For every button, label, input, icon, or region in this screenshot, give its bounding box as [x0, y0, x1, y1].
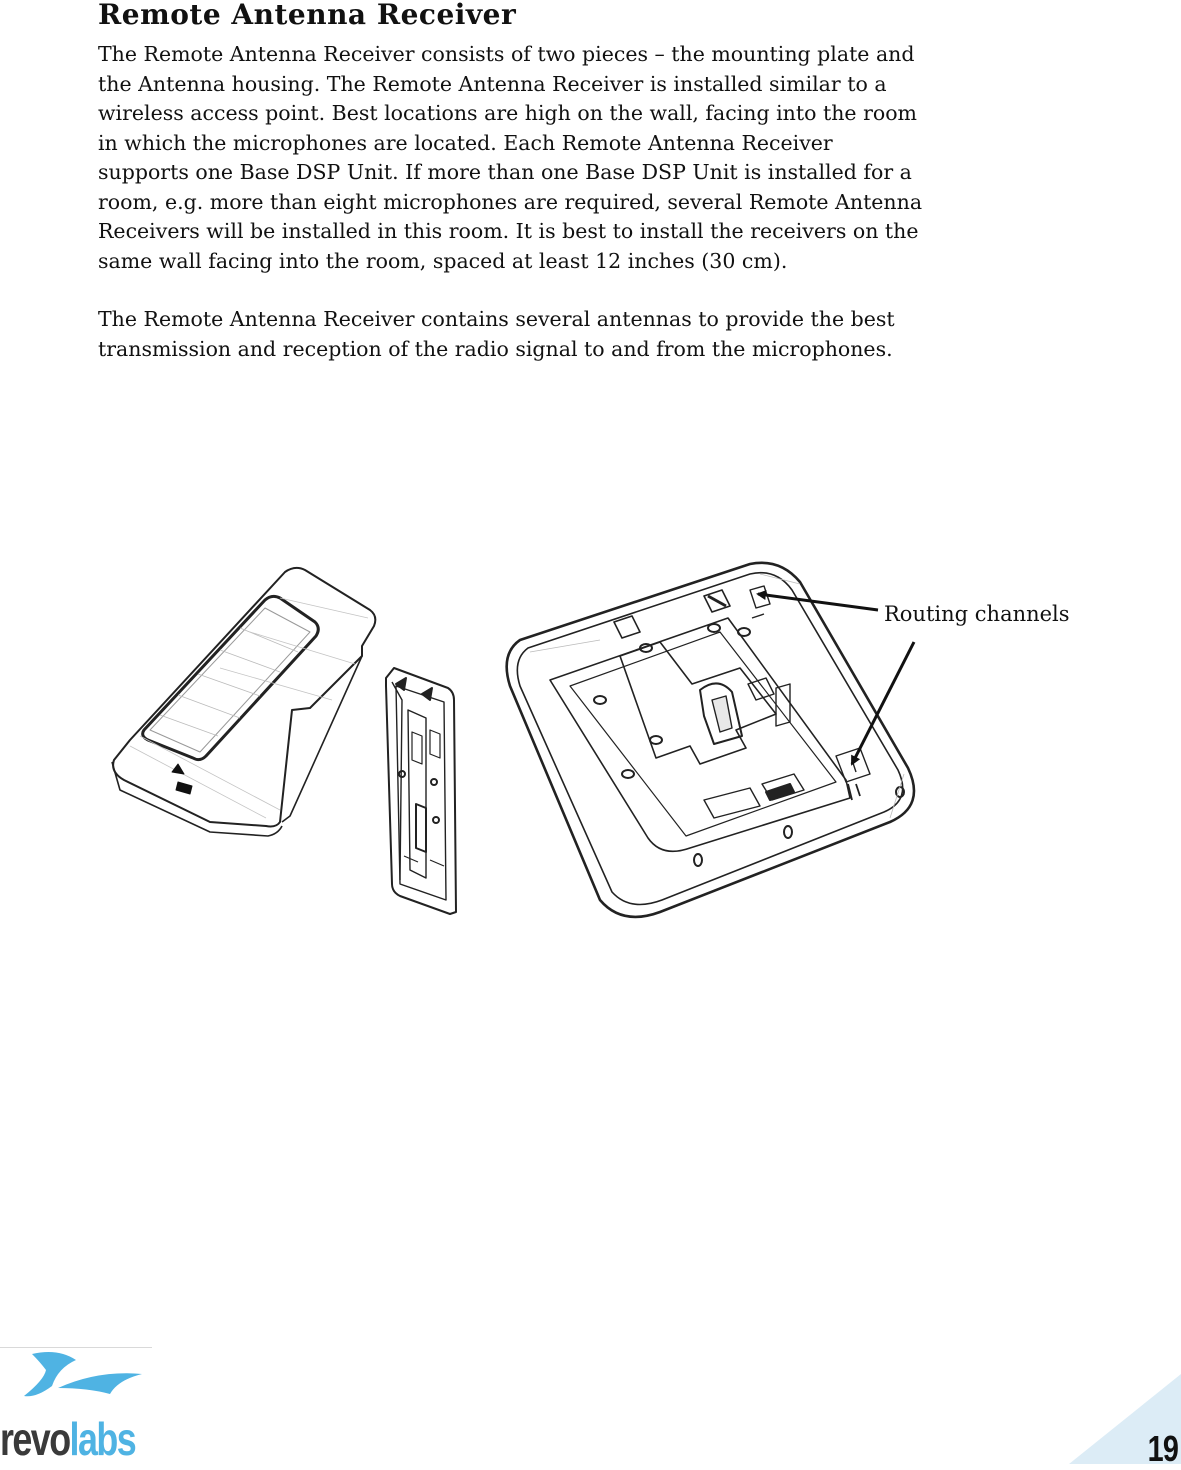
paragraph-line: same wall facing into the room, spaced at least 12 inches (30 cm).: [98, 248, 788, 273]
paragraph-line: wireless access point. Best locations are high on the wall, facing into the room: [98, 101, 917, 125]
antenna-housing-front: [112, 568, 375, 836]
paragraph-line: in which the microphones are located. Each Remote Antenna Receiver: [98, 130, 833, 155]
routing-channels-label: Routing channels: [884, 602, 1070, 626]
paragraph-line: supports one Base DSP Unit. If more than one Base DSP Unit is installed for a: [98, 160, 912, 184]
logo-text-light: labs: [69, 1413, 136, 1464]
svg-text:revolabs: [0, 1414, 136, 1464]
receiver-back: [507, 563, 914, 917]
mounting-plate: [386, 668, 456, 914]
paragraph-line: The Remote Antenna Receiver consists of two pieces – the mounting plate and: [98, 42, 915, 66]
page-number: 19: [1147, 1428, 1178, 1469]
paragraph-line: transmission and reception of the radio signal to and from the microphones.: [98, 336, 893, 361]
paragraph-line: room, e.g. more than eight microphones are required, several Remote Antenna: [98, 189, 923, 214]
logo-text-dark: revo: [0, 1413, 70, 1464]
wave-icon: [24, 1352, 142, 1396]
paragraph-line: the Antenna housing. The Remote Antenna Receiver is installed similar to a: [98, 71, 887, 96]
paragraph-line: The Remote Antenna Receiver contains several antennas to provide the best: [98, 307, 895, 331]
paragraph-antennas: [98, 305, 895, 364]
paragraph-line: Receivers will be installed in this room. It is best to install the receivers on the: [98, 219, 919, 243]
page-heading: Remote Antenna Receiver: [98, 0, 517, 31]
paragraph-intro: [98, 40, 922, 276]
revolabs-logo: [0, 1340, 160, 1464]
